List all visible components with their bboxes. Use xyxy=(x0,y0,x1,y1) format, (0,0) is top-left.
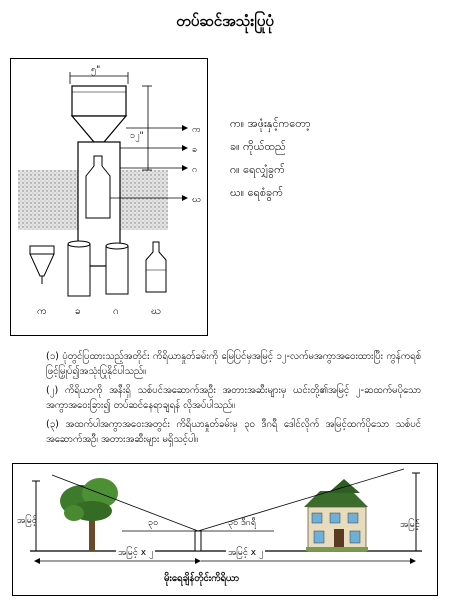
part-label-ka: က xyxy=(37,306,47,317)
top-dimension-label: ၅" xyxy=(91,65,101,75)
part-label-gha: ဃ xyxy=(151,306,161,317)
part-label-ga: ဂ xyxy=(113,306,119,317)
part-measuring-bottle xyxy=(146,242,166,292)
callout-ka: က xyxy=(192,125,201,135)
instruction-paragraph-1: (၁) ပုံတွင်ပြထားသည့်အတိုင်း ကိရိယာနှုတ်ခမ်းကို မြေပြင်မှအမြင့် ၁၂-လက်မအကွာအဝေးထားပြီး ကွန်ကရစ်ဖြင့်မြှုပ်၍အသုံးပြုနိုင်ပါသည်။ xyxy=(46,351,421,377)
distance-label-left: အမြင့် x ၂ xyxy=(118,548,154,558)
part-cap-funnel xyxy=(30,246,54,284)
height-label-right: အမြင့် xyxy=(400,520,420,530)
callout-kha: ခ xyxy=(192,145,198,155)
angle-label-right: ၃၀ ဒီဂရီ xyxy=(228,518,256,528)
legend-item: က။ အဖုံးနှင့်ကတော့ xyxy=(230,117,311,130)
height-label-left: အမြင့် xyxy=(17,516,37,526)
part-label-kha: ခ xyxy=(75,306,81,317)
legend-item: ဂ။ ရေလျှံခွက် xyxy=(230,163,285,176)
gauge-diagram xyxy=(10,58,208,336)
side-dimension-label: ၁၂" xyxy=(130,131,144,141)
angle-label-left: ၃၀ xyxy=(148,518,159,528)
gauge-cap xyxy=(72,86,126,116)
gauge-funnel xyxy=(72,116,126,142)
legend-item: ခ။ ကိုယ်ထည် xyxy=(230,140,286,153)
instruction-paragraph-2: (၂) ကိရိယာကို အနီးရှိ သစ်ပင်အဆောက်အဦး အတားအဆီးများမှ ယင်းတို့၏အမြင့် ၂-ဆထက်မပိုသော အကွာအဝေးခြား၍ တပ်ဆင်နေရာချရန် လိုအပ်ပါသည်။ xyxy=(46,385,421,411)
instruction-paragraph-3: (၃) အထက်ပါအကွာအဝေးအတွင်း ကိရိယာနှုတ်ခမ်းမှ ၃၀ ဒီဂရီ ဒေါင်လိုက် အမြင့်ထက်ပိုသော သစ်ပင်အဆောက်အဦ၊ အတားအဆီးများ မရှိသင့်ပါ။ xyxy=(46,419,421,445)
callout-ga: ဂ xyxy=(192,165,198,175)
part-overflow-cup xyxy=(106,243,128,294)
scene-caption: မိုးရေချိန်တိုင်းကိရိယာ xyxy=(164,573,240,584)
legend-item: ဃ။ ရေစံခွက် xyxy=(230,186,283,199)
page-title: တပ်ဆင်အသုံးပြုပုံ xyxy=(176,12,274,30)
parts-legend xyxy=(230,112,311,204)
part-body xyxy=(68,241,90,296)
callout-gha: ဃ xyxy=(192,195,201,205)
rain-gauge-marker xyxy=(195,531,201,551)
distance-label-right: အမြင့် x ၂ xyxy=(228,548,264,558)
